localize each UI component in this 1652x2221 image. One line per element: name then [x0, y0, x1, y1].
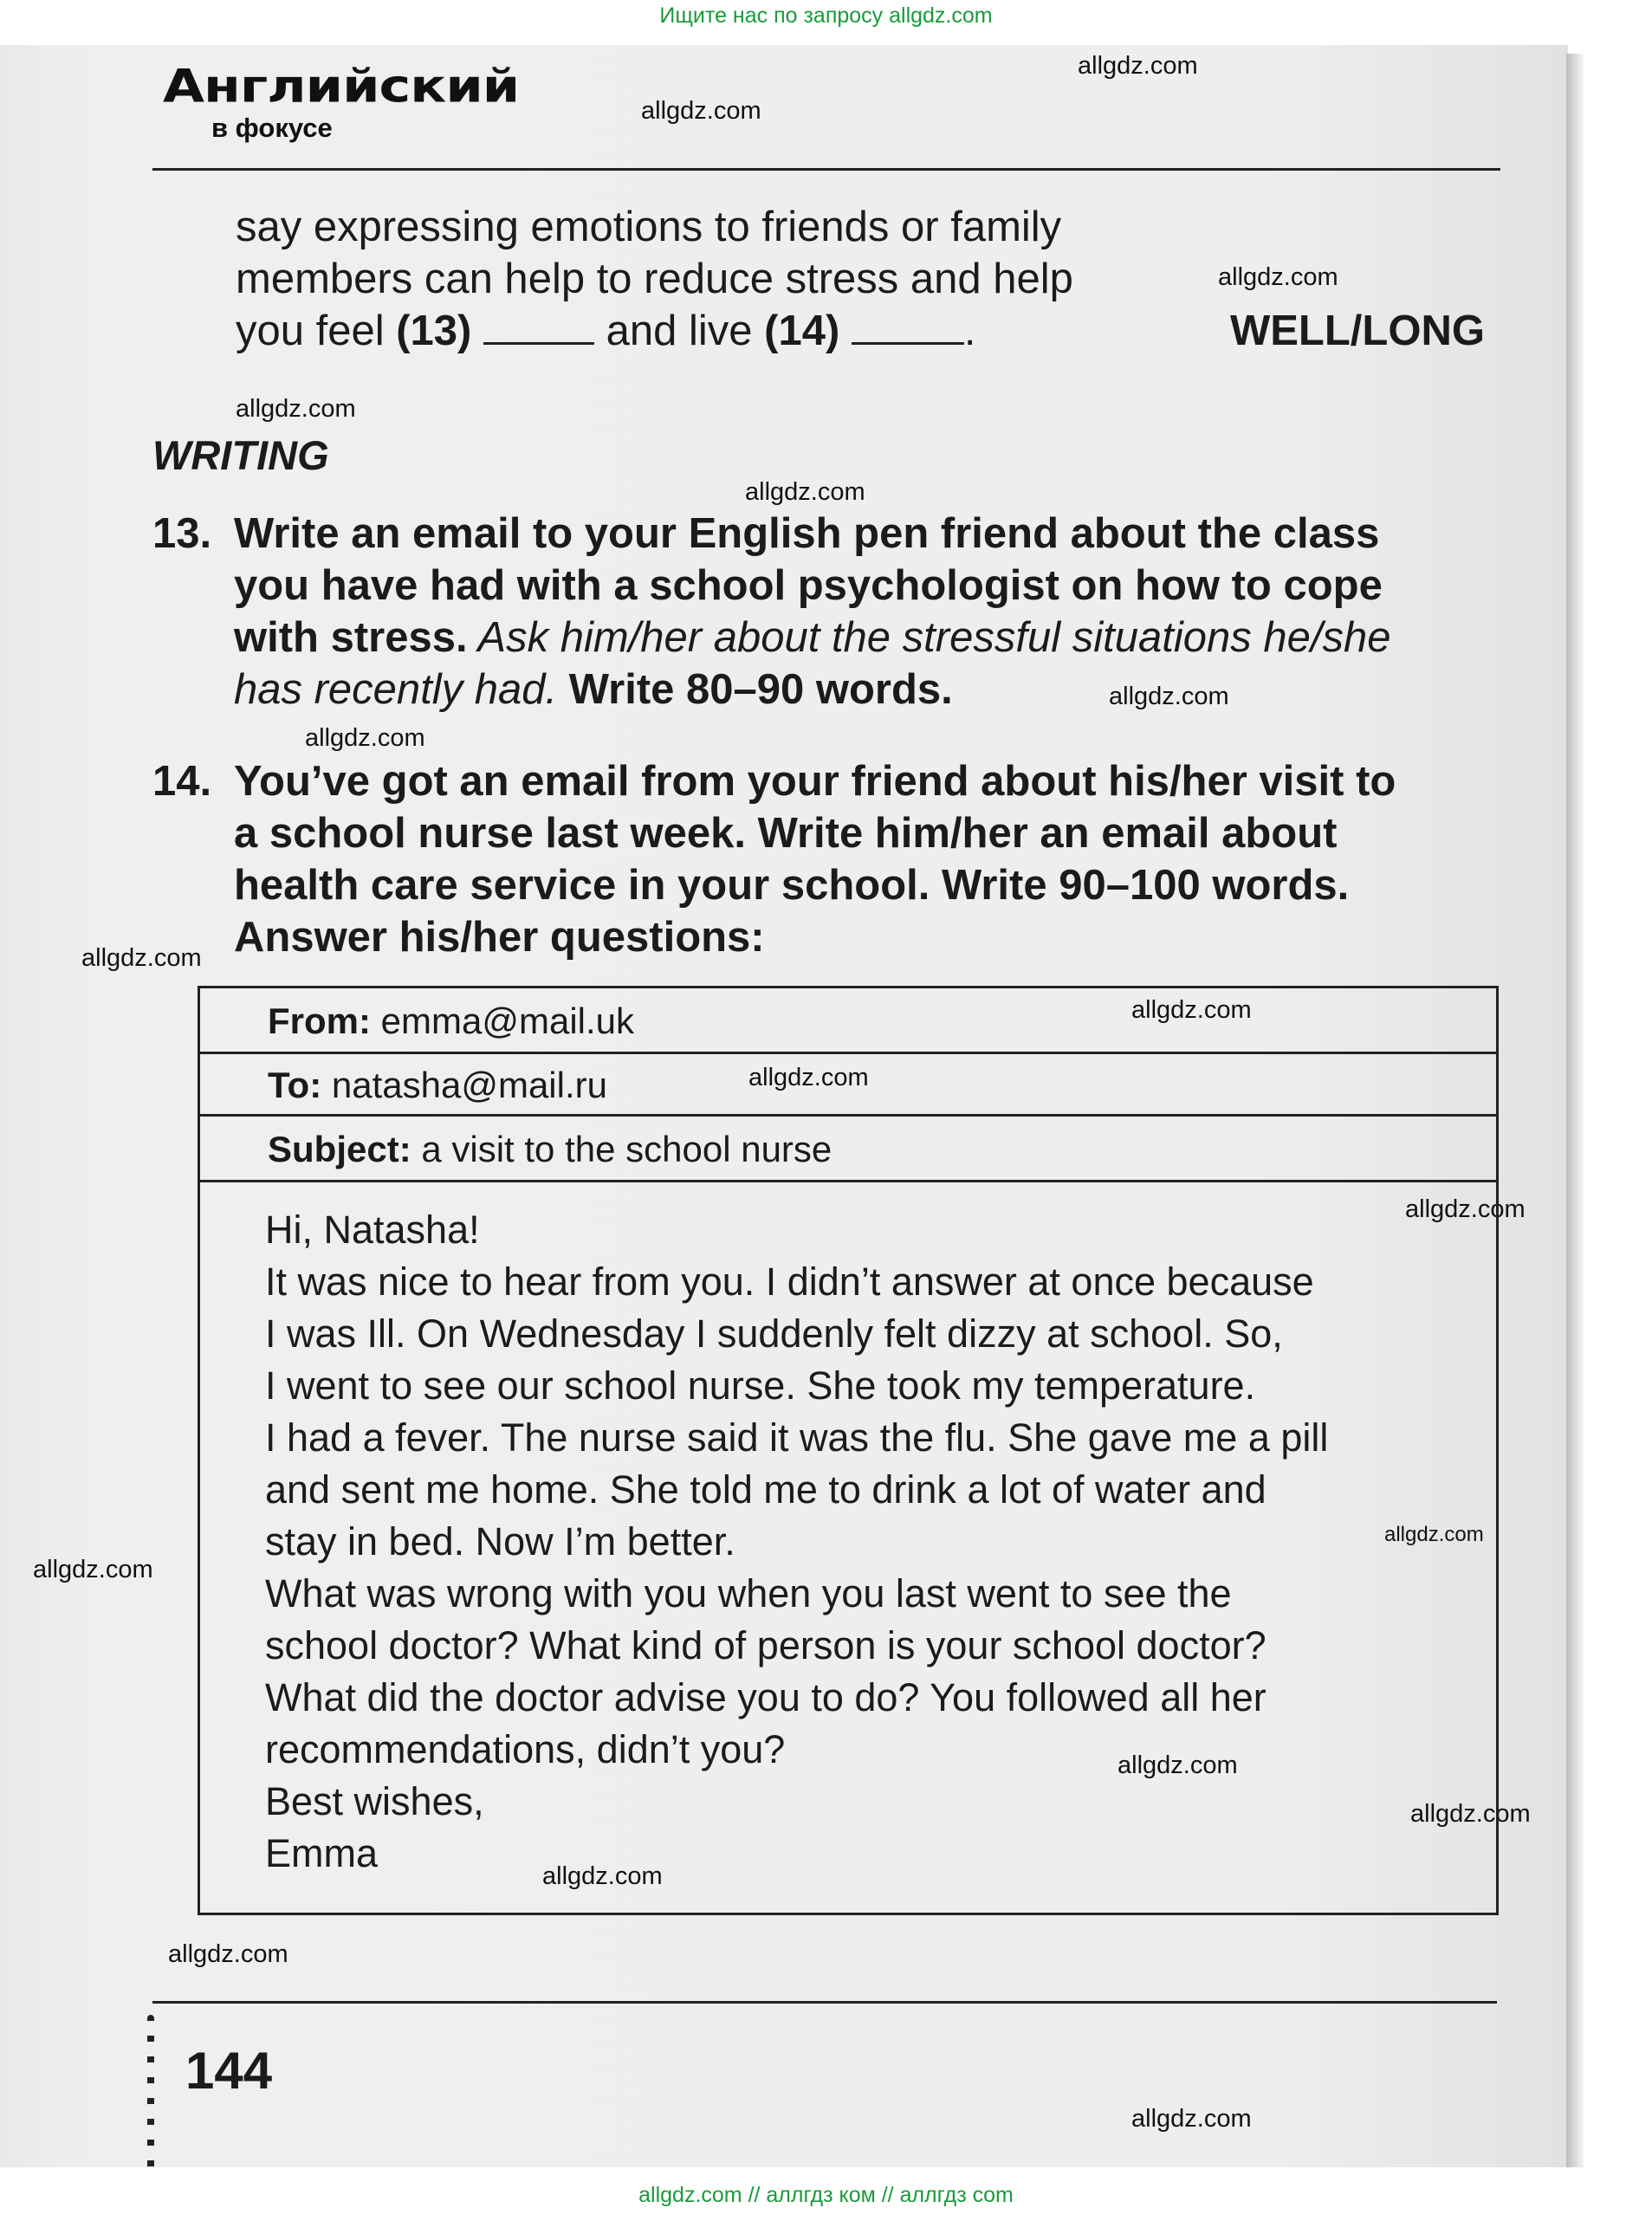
watermark: allgdz.com: [641, 97, 761, 125]
email-body-line: recommendations, didn’t you?: [265, 1727, 786, 1771]
watermark: allgdz.com: [1384, 1523, 1484, 1546]
email-subject-row: Subject: a visit to the school nurse: [200, 1117, 1496, 1182]
watermark: allgdz.com: [1405, 1195, 1526, 1223]
watermark: allgdz.com: [1131, 2105, 1252, 2133]
task-13-number: 13.: [152, 510, 212, 557]
email-to-row: To: natasha@mail.ru: [200, 1054, 1496, 1117]
email-body-line: It was nice to hear from you. I didn’t answer at once because: [265, 1259, 1314, 1304]
watermark: allgdz.com: [745, 478, 865, 506]
watermark: allgdz.com: [1078, 52, 1198, 80]
textbook-logo-subtitle: в фокусе: [211, 113, 333, 143]
task-14-line: a school nurse last week. Write him/her an email about: [234, 810, 1338, 857]
email-body-line: stay in bed. Now I’m better.: [265, 1519, 735, 1564]
keyword-well-long: WELL/LONG: [1230, 308, 1485, 354]
email-body-line: I went to see our school nurse. She took my temperature.: [265, 1363, 1256, 1408]
watermark: allgdz.com: [1410, 1800, 1531, 1828]
watermark: allgdz.com: [1131, 996, 1252, 1024]
watermark: allgdz.com: [305, 724, 425, 752]
page-number: 144: [185, 2042, 273, 2100]
watermark: allgdz.com: [1109, 683, 1229, 710]
textbook-logo: Английский: [163, 59, 520, 113]
task-13-line: with stress. Ask him/her about the stressful situations he/she: [234, 614, 1391, 661]
email-body-line: Best wishes,: [265, 1779, 484, 1823]
email-body-line: What did the doctor advise you to do? You followed all her: [265, 1675, 1267, 1719]
watermark: allgdz.com: [1218, 263, 1338, 291]
dotted-margin: [147, 2015, 154, 2179]
header-rule: [152, 168, 1500, 171]
task-14-number: 14.: [152, 758, 212, 805]
task-14-line: health care service in your school. Write 90–100 words.: [234, 862, 1350, 909]
email-from-row: From: emma@mail.uk: [200, 988, 1496, 1054]
email-body-line: Emma: [265, 1831, 379, 1875]
intro-line: members can help to reduce stress and help: [236, 256, 1073, 302]
intro-line: you feel (13) and live (14) .: [236, 308, 976, 354]
email-body-line: What was wrong with you when you last went to see the: [265, 1571, 1232, 1616]
answer-blank-13[interactable]: [483, 308, 594, 345]
email-body-line: Hi, Natasha!: [265, 1208, 480, 1252]
email-body-line: I was Ill. On Wednesday I suddenly felt dizzy at school. So,: [265, 1311, 1283, 1356]
email-body-line: school doctor? What kind of person is your school doctor?: [265, 1623, 1267, 1667]
task-14-line: You’ve got an email from your friend about his/her visit to: [234, 758, 1396, 805]
top-banner[interactable]: Ищите нас по запросу allgdz.com: [659, 3, 993, 28]
task-13-line: has recently had. Write 80–90 words.: [234, 666, 953, 713]
answer-blank-14[interactable]: [852, 308, 964, 345]
watermark: allgdz.com: [542, 1862, 663, 1890]
watermark: allgdz.com: [236, 395, 356, 423]
watermark: allgdz.com: [748, 1064, 869, 1091]
watermark: allgdz.com: [33, 1556, 153, 1583]
watermark: allgdz.com: [1118, 1752, 1238, 1779]
task-13-line: you have had with a school psychologist on how to cope: [234, 562, 1383, 609]
task-13-line: Write an email to your English pen friend about the class: [234, 510, 1380, 557]
intro-line: say expressing emotions to friends or family: [236, 204, 1062, 250]
section-title: WRITING: [152, 432, 329, 478]
task-14-line: Answer his/her questions:: [234, 914, 765, 961]
email-body-line: and sent me home. She told me to drink a lot of water and: [265, 1467, 1267, 1512]
bottom-banner[interactable]: allgdz.com // аллгдз ком // аллгдз com: [638, 2183, 1014, 2207]
footer-rule: [152, 2001, 1497, 2004]
watermark: allgdz.com: [168, 1940, 288, 1968]
page-edge-shadow: [1566, 54, 1584, 2167]
watermark: allgdz.com: [81, 944, 202, 972]
email-body-line: I had a fever. The nurse said it was the flu. She gave me a pill: [265, 1415, 1329, 1460]
